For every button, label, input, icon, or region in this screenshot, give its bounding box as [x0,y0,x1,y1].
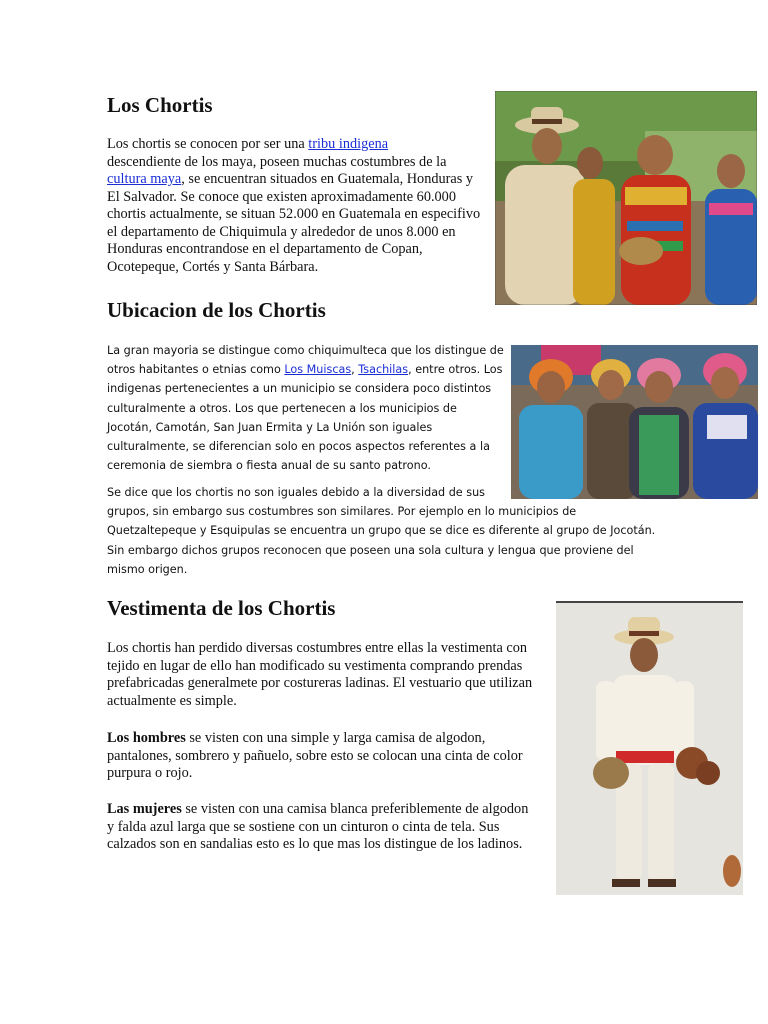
los-muiscas-link[interactable]: Los Muiscas [284,363,352,377]
intro-paragraph [107,136,487,276]
section-title-los-chortis: Los Chortis [107,93,213,117]
ubicacion-paragraph-2 [107,483,667,579]
intro-text-3: , se encuentran situados en Guatemala, Honduras y El Salvador. Se conoce que existen aproximadamente 60.000 chortis actualmente, se situan 52.000 en Guatemala en especifivo el departamento de Chiquimula y alrededor de unos 8.000 en Honduras encontrandose en el departamento de Copan, Ocotepeque, Cortés y Santa Bárbara. [107,171,481,275]
ubicacion-paragraph-1 [107,341,505,475]
ubicacion-separator: , [351,363,359,377]
hombres-text: se visten con una simple y larga camisa de algodon, pantalones, sombrero y pañuelo, sobre esto se colocan una cinta de color purpura o rojo. [107,730,523,781]
tribu-indigena-link[interactable]: tribu indigena [308,136,389,152]
ubicacion-p2-line-4: Sin embargo dichos grupos reconocen que poseen una sola cultura y lengua que proviene del [107,543,634,557]
vestimenta-hombres-paragraph [107,730,547,783]
ubicacion-p2-line-2: grupos, sin embargo sus costumbres son similares. Por ejemplo en lo municipios de [107,505,577,519]
intro-text-1: Los chortis se conocen por ser una [107,136,309,152]
cultura-maya-link[interactable]: cultura maya [107,171,182,187]
section-title-ubicacion: Ubicacion de los Chortis [107,298,326,322]
vestimenta-mujeres-paragraph [107,801,535,854]
chortis-group-photo [495,91,757,305]
intro-text-2: descendiente de los maya, poseen muchas costumbres de la [107,153,447,170]
chorti-man-photo [556,601,743,895]
ubicacion-text-2: , entre otros. Los indigenas pertenecientes a un municipio se considera poco distintos culturalmente a otros. Los que pertenecen a los municipios de Jocotán, Camotán, San Juan Ermita y La Unión son iguales culturalmente, se diferencian solo en pocos aspectos referentes a la ceremonia de siembra o fiesta anual de su santo patrono. [107,363,503,473]
vestimenta-paragraph-1: Los chortis han perdido diversas costumbres entre ellas la vestimenta con tejido en lugar de ello han modificado su vestimenta comprando prendas prefabricadas generalmete por costureras ladinas. El vestuario que utilizan actualmente es simple. [107,640,533,709]
ubicacion-p2-line-3: Quetzaltepeque y Esquipulas se encuentra un grupo que se dice es diferente al grupo de Jocotán. [107,524,656,538]
chortis-women-photo [511,345,758,499]
mujeres-text: se visten con una camisa blanca preferiblemente de algodon y falda azul larga que se sostiene con un cinturon o cinta de tela. Sus calzados son en sandalias esto es lo que mas los distingue de los ladinos. [107,801,529,852]
mujeres-label: Las mujeres [107,801,182,817]
section-title-vestimenta: Vestimenta de los Chortis [107,596,336,620]
ubicacion-text-1: La gran mayoria se distingue como chiquimulteca que los distingue de otros habitantes o etnias como [107,344,504,377]
ubicacion-p2-line-1: Se dice que los chortis no son iguales debido a la diversidad de sus [107,486,485,499]
ubicacion-p2-line-5: mismo origen. [107,562,188,576]
hombres-label: Los hombres [107,730,186,746]
tsachilas-link[interactable]: Tsachilas [358,363,409,377]
